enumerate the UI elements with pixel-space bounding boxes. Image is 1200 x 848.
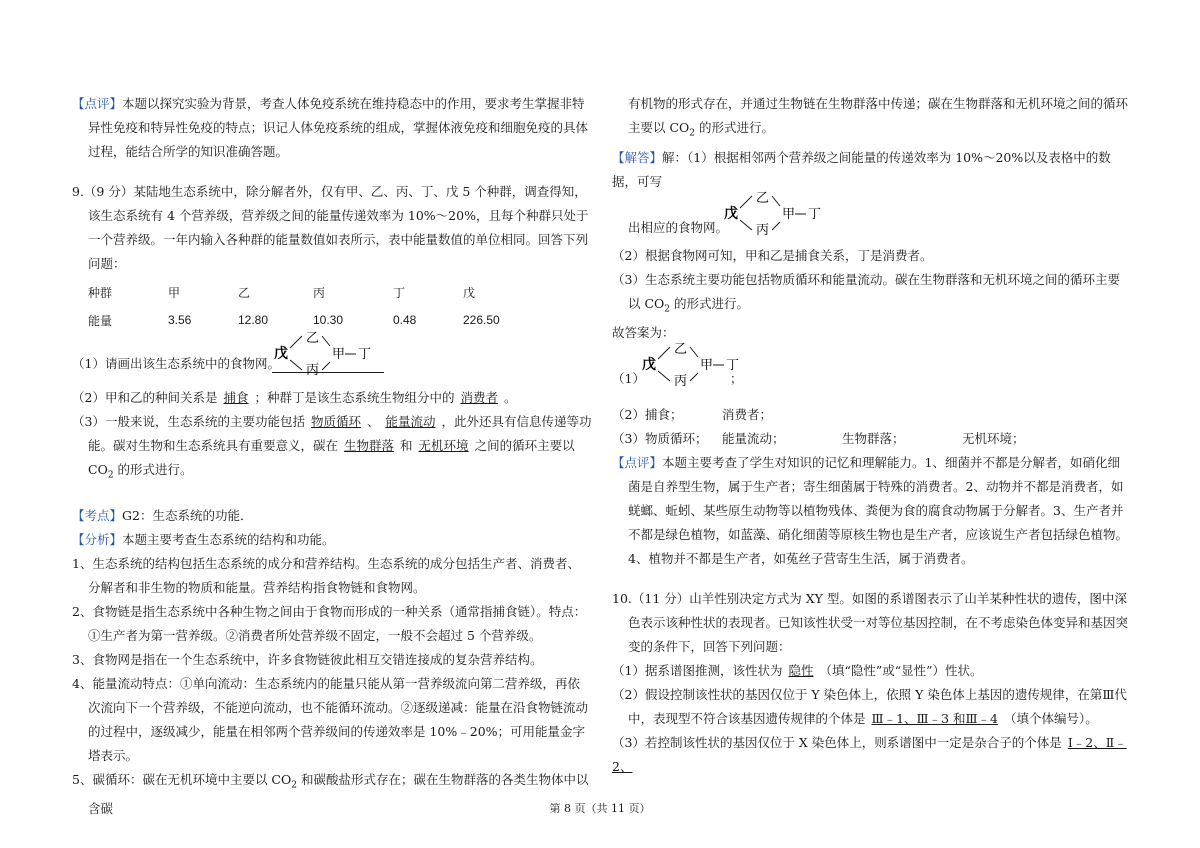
final-2 — [612, 403, 1132, 427]
q10-sub1-text: （1）据系谱图推测，该性状为 — [612, 663, 783, 678]
subscript: 2 — [689, 128, 696, 139]
table-cell: 0.48 — [393, 313, 417, 327]
q10-sub1 — [612, 659, 1132, 683]
q10-sub3 — [612, 731, 1132, 779]
fenxi-tag: 【分析】 — [72, 531, 123, 547]
dianping-text: 本题主要考查了学生对知识的记忆和理解能力。1、细菌并不都是分解者，如硝化细菌是自养型生物，属于生产者；寄生细菌属于特殊的消费者。2、动物并不都是消费者，如蜣螂、蚯蚓、某些原生动物等以植物残体、粪便为食的腐食动物属于分解者。3、生产者并不都是绿色植物，如蓝藻、硝化细菌等原核生物也是生产者，应该说生产者包括绿色植物。4、植物并不都是生产者，如菟丝子营寄生生活，属于消费者。 — [628, 455, 1129, 566]
final3-text: 生物群落； — [842, 431, 905, 446]
wu-label: 戊 — [642, 357, 656, 373]
final-3 — [612, 427, 1132, 451]
q10-sub3-text: （3）若控制该性状的基因仅位于 X 染色体上，则系谱图中一定是杂合子的个体是 — [612, 735, 1062, 750]
q10-sub2-text: （填个体编号）。 — [1004, 711, 1098, 726]
table-cell: 丙 — [313, 285, 326, 300]
bing-label: 丙 — [306, 363, 320, 378]
jieda — [612, 146, 1132, 194]
q9-sub2-text: 。 — [504, 390, 517, 405]
kaodian — [72, 504, 592, 528]
gudaan: 故答案为： — [612, 325, 675, 340]
kaodian-text: G2：生态系统的功能． — [122, 507, 253, 523]
arrow — [772, 196, 780, 206]
q9-sub3-text: （3）一般来说，生态系统的主要功能包括 — [72, 414, 305, 429]
right-column — [612, 92, 1132, 779]
fenxi-text: 本题主要考查生态系统的结构和功能。 — [122, 531, 335, 547]
point5-text: 5、碳循环：碳在无机环境中主要以 CO — [72, 771, 292, 787]
arrow — [690, 347, 698, 357]
point5-text: 和碳酸盐形式存在；碳在生物群落的各类生物体中以含碳 — [88, 771, 589, 816]
q9-sub1-text: （1）请画出该生态系统中的食物网。 — [72, 356, 280, 371]
q10-sub1-text: （填“隐性”或“显性”）性状。 — [819, 663, 983, 678]
food-web-diagram — [722, 190, 842, 240]
continued-text: 的形式进行。 — [695, 120, 775, 135]
answer-blank: 消费者 — [460, 390, 499, 405]
final-1 — [612, 342, 1132, 395]
arrow — [658, 371, 670, 381]
table-cell: 乙 — [238, 285, 251, 300]
yi-label: 乙 — [756, 190, 770, 206]
table-cell: 丁 — [393, 285, 406, 300]
answer-blank: 物质循环 — [310, 414, 361, 429]
left-column — [72, 92, 592, 821]
ding-label: 丁 — [726, 358, 740, 373]
continued-text: 有机物的形式存在，并通过生物链在生物群落中传递；碳在生物群落和无机环境之间的循环主要以 CO — [628, 96, 1129, 135]
table-cell: 能量 — [88, 313, 113, 328]
final3-text: 无机环境； — [962, 431, 1025, 446]
q9-stem: 9.（9 分）某陆地生态系统中，除分解者外，仅有甲、乙、丙、丁、戊 5 个种群，调查得知，该生态系统有 4 个营养级，营养级之间的能量传递效率为 10%～20%，且每个种群只处于一个营养级。一年内输入各种群的能量数值如表所示，表中能量数值的单位相同。回答下列问题： — [72, 184, 589, 271]
jieda-3-text: （3）生态系统主要功能包括物质循环和能量流动。碳在生物群落和无机环境之间的循环主要以 CO — [612, 271, 1120, 311]
table-cell: 10.30 — [313, 313, 344, 327]
table-cell: 3.56 — [168, 313, 192, 327]
final2-text: （2）捕食； — [612, 407, 683, 422]
analysis-point: 4、能量流动特点：①单向流动：生态系统内的能量只能从第一营养级流向第二营养级，再依次流向下一个营养级，不能逆向流动，也不能循环流动。②逐级递减：能量在沿食物链流动的过程中，逐级减少，能量在相邻两个营养级间的传递效率是 10%﹣20%；可用能量金字塔表示。 — [72, 675, 589, 763]
q9-sub2-text: ；种群丁是该生态系统生物组分中的 — [254, 390, 455, 405]
analysis-continued — [612, 92, 1132, 146]
final1-suffix: ； — [730, 371, 743, 386]
answer-blank: 生物群落 — [344, 438, 395, 453]
analysis-point: 2、食物链是指生态系统中各种生物之间由于食物而形成的一种关系（通常指捕食链）。特点：①生产者为第一营养级。②消费者所处营养级不固定，一般不会超过 5 个营养级。 — [72, 603, 587, 643]
answer-blank: Ⅲ﹣1、Ⅲ﹣3 和Ⅲ﹣4 — [871, 711, 999, 726]
subscript: 2 — [107, 470, 114, 481]
arrow — [772, 222, 780, 230]
table-row — [88, 278, 523, 306]
comment-q8 — [72, 92, 592, 164]
arrow — [322, 336, 330, 346]
ding-label: 丁 — [808, 206, 822, 222]
q10-sub2 — [612, 683, 1132, 731]
table-cell: 12.80 — [238, 313, 269, 327]
jieda-text: 解：（1）根据相邻两个营养级之间能量的传递效率为 10%～20%以及表格中的数据，可写 — [612, 149, 1111, 189]
arrow — [690, 373, 698, 381]
jia-label: 甲 — [332, 347, 346, 362]
answer-blank: 无机环境 — [418, 438, 469, 453]
table-cell: 甲 — [168, 285, 181, 300]
energy-table — [88, 278, 523, 334]
subscript: 2 — [664, 304, 671, 314]
wu-label: 戊 — [274, 346, 288, 362]
table-cell: 226.50 — [463, 313, 500, 327]
answer-blank: 捕食 — [223, 390, 249, 405]
jieda-tag: 【解答】 — [612, 149, 663, 165]
answer-blank: 能量流动 — [385, 414, 436, 429]
table-cell: 戊 — [463, 285, 476, 300]
q9-sub2 — [72, 386, 592, 410]
ding-label: 丁 — [358, 347, 372, 362]
comment-text: 本题以探究实验为背景，考查人体免疫系统在维持稳态中的作用，要求考生掌握非特异性免疫和特异性免疫的特点；识记人体免疫系统的组成，掌握体液免疫和细胞免疫的具体过程，能结合所学的知识准确答题。 — [88, 96, 589, 159]
arrow — [290, 360, 302, 370]
q10-stem: 10.（11 分）山羊性别决定方式为 XY 型。如图的系谱图表示了山羊某种性状的遗传，图中深色表示该种性状的表现者。已知该性状受一对等位基因控制，在不考虑染色体变异和基因突变的条件下，回答下列问题： — [612, 591, 1129, 654]
yi-label: 乙 — [306, 331, 320, 346]
arrow — [740, 220, 752, 230]
jieda-web-line — [612, 190, 1132, 244]
yi-label: 乙 — [674, 342, 688, 357]
dianping — [612, 451, 1132, 571]
food-web-diagram — [272, 330, 392, 380]
jia-label: 甲 — [700, 358, 714, 373]
q9-sub3-text: 和 — [400, 438, 413, 453]
q9-sub3-text: 、 — [366, 414, 380, 429]
jieda-web-text: 出相应的食物网。 — [628, 219, 729, 235]
table-cell: 种群 — [88, 285, 113, 300]
jieda-2: （2）根据食物网可知，甲和乙是捕食关系，丁是消费者。 — [612, 247, 933, 263]
q10-sub2-text: （2）假设控制该性状的基因仅位于 Y 染色体上，依照 Y 染色体上基因的遗传规律，在第Ⅲ代中，表现型不符合该基因遗传规律的个体是 — [612, 687, 1127, 726]
q9-sub3 — [72, 410, 592, 488]
subscript: 2 — [291, 780, 297, 790]
bing-label: 丙 — [674, 374, 688, 389]
bing-label: 丙 — [756, 222, 770, 238]
jieda-3 — [612, 268, 1132, 322]
arrow — [658, 347, 670, 359]
final1-prefix: （1） — [612, 371, 645, 386]
arrow — [322, 362, 330, 370]
fenxi — [72, 528, 592, 552]
arrow — [290, 336, 302, 348]
arrow — [740, 196, 752, 208]
final3-text: （3）物质循环； — [612, 431, 708, 446]
jia-label: 甲 — [782, 206, 796, 222]
q9-sub3-text: ，此外还具有信息传递等功能。碳对生物和生态系统具有重要意义，碳在 — [88, 414, 592, 453]
q9-sub2-text: （2）甲和乙的种间关系是 — [72, 390, 218, 405]
comment-tag: 【点评】 — [72, 96, 123, 111]
dianping-tag: 【点评】 — [612, 455, 663, 470]
answer-blank: 隐性 — [788, 663, 814, 678]
q9-sub3-text: 之间的循环主要以 CO — [88, 438, 575, 477]
analysis-point: 3、食物网是指在一个生态系统中，许多食物链彼此相互交错连接成的复杂营养结构。 — [72, 651, 543, 667]
analysis-point: 1、生态系统的结构包括生态系统的成分和营养结构。生态系统的成分包括生产者、消费者、分解者和非生物的物质和能量。营养结构指食物链和食物网。 — [72, 555, 580, 595]
page-footer: 第 8 页（共 11 页） — [549, 802, 651, 815]
jieda-3-text: 的形式进行。 — [670, 295, 750, 311]
kaodian-tag: 【考点】 — [72, 507, 123, 523]
q9-sub3-text: 的形式进行。 — [113, 462, 193, 477]
final3-text: 能量流动； — [722, 431, 785, 446]
final2-text: 消费者； — [722, 407, 773, 422]
q9-sub1 — [72, 331, 592, 382]
answer-blank: Ⅰ﹣2、Ⅱ﹣2、 — [612, 735, 1127, 774]
wu-label: 戊 — [724, 205, 738, 222]
